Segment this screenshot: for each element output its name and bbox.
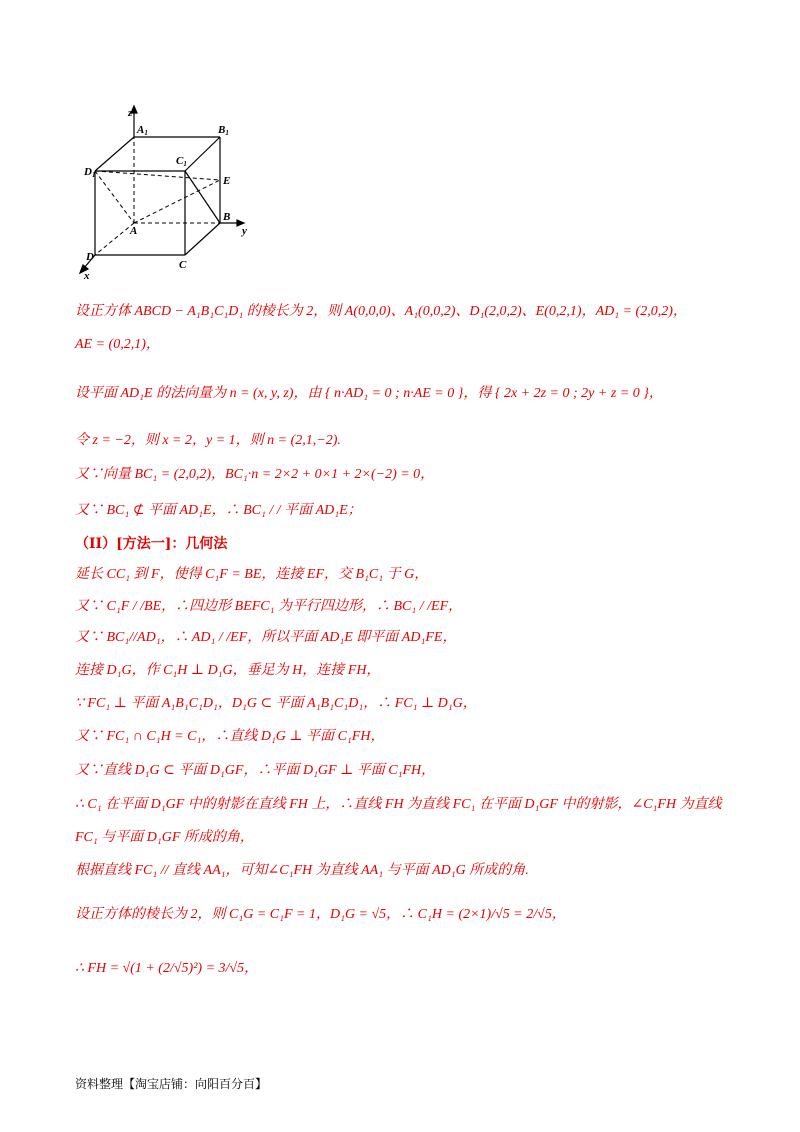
label-c1: C1 bbox=[176, 155, 187, 168]
label-b: B bbox=[223, 211, 231, 223]
text-line-10: 又∵ BC₁//AD₁，∴ AD₁ / /EF，所以平面 AD₁E 即平面 AD₁FE， bbox=[75, 630, 457, 645]
text-line-19: ∴ FH = √(1 + (2/√5)²) = 3/√5， bbox=[75, 961, 259, 976]
hidden-a-e bbox=[134, 180, 220, 223]
section-heading: （II）[方法一]：几何法 bbox=[75, 536, 228, 552]
text-line-8: 延长 CC₁ 到 F，使得 C₁F = BE，连接 EF，交 B₁C₁ 于 G， bbox=[75, 567, 429, 582]
hidden-d1-a bbox=[95, 171, 134, 223]
text-line-9: 又∵ C₁F / /BE，∴四边形 BEFC₁ 为平行四边形，∴ BC₁ / /EF， bbox=[75, 599, 463, 614]
label-d1: D1 bbox=[84, 166, 96, 179]
cube-figure bbox=[72, 98, 272, 283]
edge-d1-a1 bbox=[95, 137, 134, 171]
label-c: C bbox=[179, 259, 187, 271]
hidden-d1-e bbox=[95, 171, 220, 180]
text-line-2: AE = (0,2,1)， bbox=[75, 337, 160, 352]
text-line-12: ∵ FC₁ ⊥ 平面 A₁B₁C₁D₁，D₁G ⊂ 平面 A₁B₁C₁D₁，∴ FC₁ ⊥ D₁G， bbox=[75, 696, 477, 711]
text-line-5: 又∵向量 BC₁ = (2,0,2)，BC₁·n = 2×2 + 0×1 + 2×(−2) = 0， bbox=[75, 467, 435, 482]
text-line-17: 根据直线 FC₁ // 直线 AA₁，可知∠C₁FH 为直线 AA₁ 与平面 AD₁G 所成的角. bbox=[75, 863, 529, 878]
label-y: y bbox=[242, 225, 247, 237]
text-line-13: 又∵ FC₁ ∩ C₁H = C₁，∴直线 D₁G ⊥ 平面 C₁FH， bbox=[75, 729, 385, 744]
text-line-18: 设正方体的棱长为 2，则 C₁G = C₁F = 1，D₁G = √5，∴ C₁H = (2×1)/√5 = 2/√5， bbox=[75, 907, 566, 922]
text-line-3: 设平面 AD₁E 的法向量为 n = (x, y, z)，由 { n·AD₁ = 0 ; n·AE = 0 }，得 { 2x + 2z = 0 ; 2y + z = 0 }， bbox=[75, 386, 663, 401]
label-z: z bbox=[128, 107, 133, 119]
text-line-16: FC₁ 与平面 D₁GF 所成的角， bbox=[75, 830, 254, 845]
hidden-a-d bbox=[95, 223, 134, 255]
text-line-15: ∴ C₁ 在平面 D₁GF 中的射影在直线 FH 上，∴直线 FH 为直线 FC₁ 在平面 D₁GF 中的射影，∠C₁FH 为直线 bbox=[75, 797, 722, 812]
edge-c1-b1 bbox=[185, 137, 220, 171]
label-d: D bbox=[86, 251, 94, 263]
label-a: A bbox=[130, 225, 138, 237]
edge-c-b bbox=[185, 223, 220, 255]
text-line-6: 又∵ BC₁ ⊄ 平面 AD₁E，∴ BC₁ / / 平面 AD₁E； bbox=[75, 503, 362, 518]
footer-note: 资料整理【淘宝店铺：向阳百分百】 bbox=[75, 1077, 268, 1091]
label-x: x bbox=[84, 270, 90, 282]
label-e: E bbox=[223, 175, 231, 187]
text-line-11: 连接 D₁G，作 C₁H ⊥ D₁G，垂足为 H，连接 FH， bbox=[75, 663, 381, 678]
label-b1: B1 bbox=[218, 124, 229, 137]
text-line-1: 设正方体 ABCD − A₁B₁C₁D₁ 的棱长为 2，则 A(0,0,0)、A₁(0,0,2)、D₁(2,0,2)、E(0,2,1)，AD₁ = (2,0,2)， bbox=[75, 304, 687, 319]
label-a1: A1 bbox=[137, 124, 148, 137]
text-line-4: 令 z = −2，则 x = 2，y = 1，则 n = (2,1,−2). bbox=[75, 433, 341, 448]
text-line-14: 又∵直线 D₁G ⊂ 平面 D₁GF，∴平面 D₁GF ⊥ 平面 C₁FH， bbox=[75, 763, 436, 778]
